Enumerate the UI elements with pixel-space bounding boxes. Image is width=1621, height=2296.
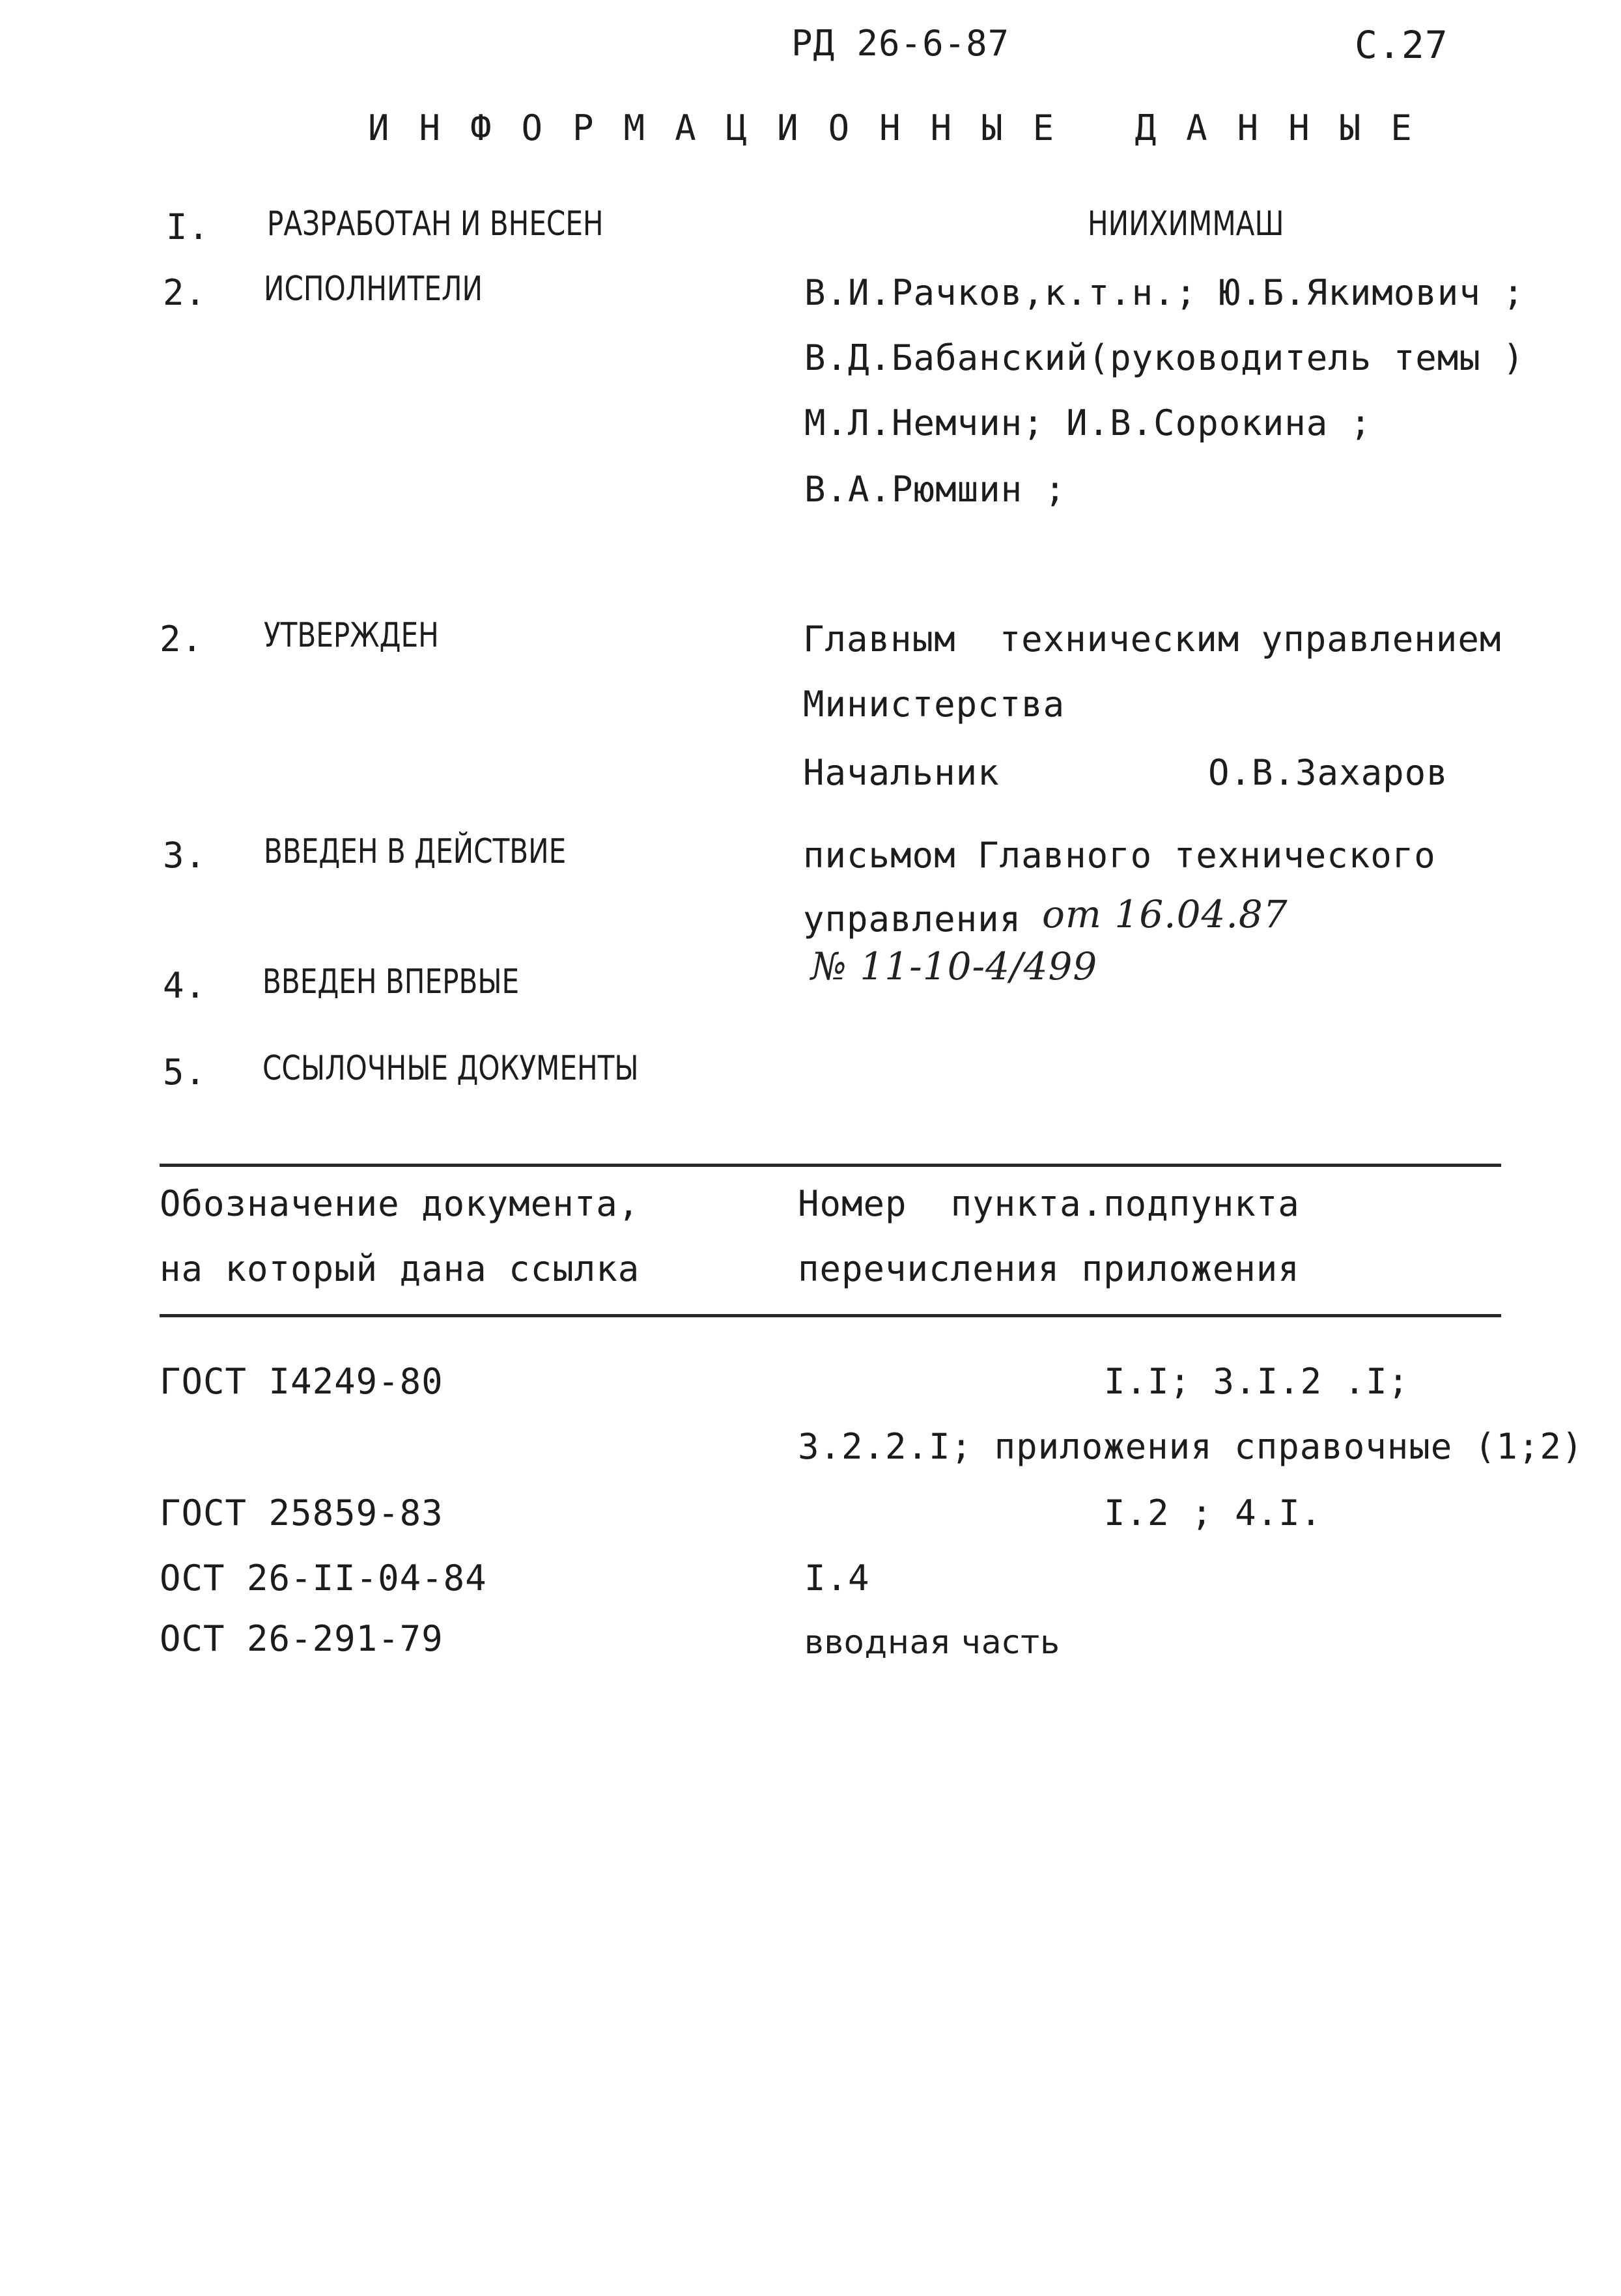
table-cell-reference: 3.2.2.I; приложения справочные (1;2) <box>798 1426 1584 1467</box>
table-top-rule <box>160 1164 1501 1167</box>
table-cell-reference: I.4 <box>804 1558 870 1599</box>
table-header-cell: Номер пункта.подпункта <box>798 1183 1300 1224</box>
document-code: РД 26-6-87 <box>791 23 1010 64</box>
item-value: В.А.Рюмшин ; <box>804 469 1067 510</box>
table-cell-document: ОСТ 26-II-04-84 <box>160 1558 487 1599</box>
item-number: 2. <box>163 272 207 313</box>
item-number: I. <box>166 206 210 247</box>
item-value: В.И.Рачков,к.т.н.; Ю.Б.Якимович ; <box>804 272 1525 313</box>
item-number: 3. <box>163 835 207 876</box>
table-cell-reference: вводная часть <box>804 1623 1060 1661</box>
table-cell-document: ОСТ 26-291-79 <box>160 1618 444 1659</box>
item-label: ССЫЛОЧНЫЕ ДОКУМЕНТЫ <box>262 1049 639 1088</box>
item-label: ИСПОЛНИТЕЛИ <box>264 270 483 309</box>
table-cell-reference: I.2 ; 4.I. <box>1104 1492 1323 1533</box>
item-number: 4. <box>163 965 207 1006</box>
table-header-cell: Обозначение документа, <box>160 1183 640 1224</box>
table-cell-document: ГОСТ I4249-80 <box>160 1361 444 1402</box>
item-label: ВВЕДЕН В ДЕЙСТВИЕ <box>264 832 567 871</box>
item-value: письмом Главного технического <box>803 835 1436 876</box>
item-value: Главным техническим управлением <box>803 619 1502 660</box>
item-value: Министерства <box>803 684 1065 725</box>
item-value: В.Д.Бабанский(руководитель темы ) <box>804 337 1525 378</box>
item-label: ВВЕДЕН ВПЕРВЫЕ <box>262 962 520 1001</box>
item-value: НИИХИММАШ <box>1088 204 1284 244</box>
page-number: С.27 <box>1355 23 1448 67</box>
table-header-rule <box>160 1314 1501 1317</box>
signatory-name: О.В.Захаров <box>1208 752 1448 793</box>
item-value: М.Л.Немчин; И.В.Сорокина ; <box>804 402 1372 443</box>
table-cell-document: ГОСТ 25859-83 <box>160 1492 444 1533</box>
item-label: РАЗРАБОТАН И ВНЕСЕН <box>267 204 604 244</box>
item-value: Начальник <box>803 752 1000 793</box>
item-label: УТВЕРЖДЕН <box>264 616 439 655</box>
handwritten-number: № 11-10-4/499 <box>811 944 1098 988</box>
table-header-cell: на который дана ссылка <box>160 1248 640 1289</box>
page-title: ИНФОРМАЦИОННЫЕ ДАННЫЕ <box>368 107 1442 148</box>
table-cell-reference: I.I; 3.I.2 .I; <box>1104 1361 1410 1402</box>
item-value: управления <box>803 899 1022 940</box>
item-number: 2. <box>160 619 204 660</box>
item-number: 5. <box>163 1052 207 1093</box>
table-header-cell: перечисления приложения <box>798 1248 1300 1289</box>
handwritten-date: от 16.04.87 <box>1042 892 1288 936</box>
